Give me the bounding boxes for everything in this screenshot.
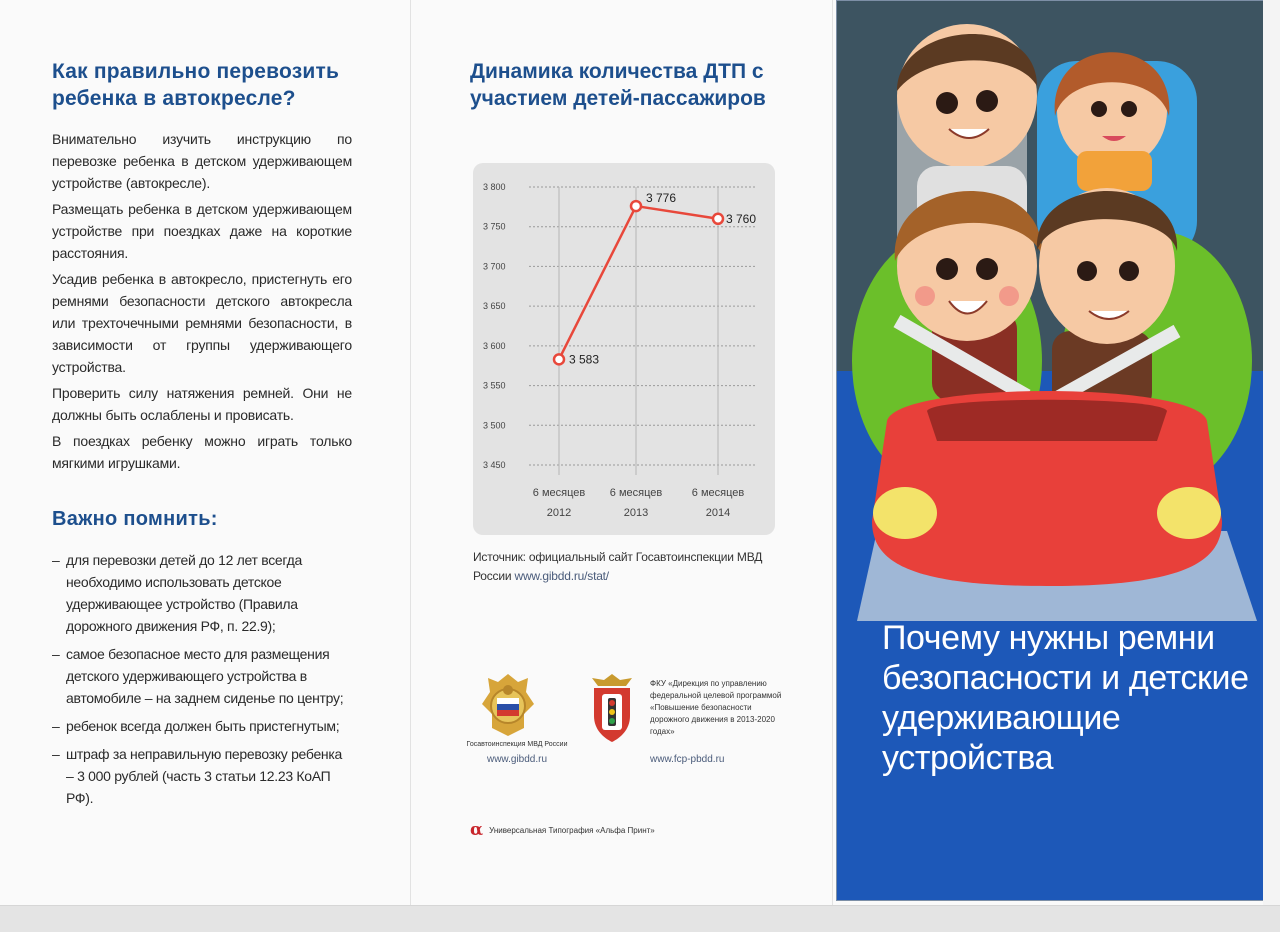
dash-bullet: – xyxy=(52,746,60,762)
source-text: Источник: официальный сайт Госавтоинспекции МВД России xyxy=(473,550,763,583)
y-tick-label: 3 800 xyxy=(483,182,506,192)
right-margin-strip xyxy=(1263,0,1280,905)
x-tick-year: 2012 xyxy=(546,507,572,519)
x-tick-label: 6 месяцев xyxy=(532,487,586,499)
list-item-text: для перевозки детей до 12 лет всегда необходимо использовать детское удерживающее устройство (Правила дорожного движения РФ, п. 22.9); xyxy=(66,552,302,634)
gibdd-caption: Госавтоинспекция МВД России xyxy=(466,741,568,748)
remember-heading: Важно помнить: xyxy=(52,508,218,530)
remember-list xyxy=(52,549,352,809)
data-point xyxy=(713,214,723,224)
y-tick-label: 3 700 xyxy=(483,261,506,272)
logos-block xyxy=(462,668,792,778)
dash-bullet: – xyxy=(52,718,60,734)
accidents-line-chart xyxy=(473,163,775,535)
dash-bullet: – xyxy=(52,646,60,662)
data-point xyxy=(554,354,564,364)
list-item xyxy=(52,643,352,709)
series-line xyxy=(559,206,718,359)
y-tick-label: 3 450 xyxy=(483,460,506,470)
y-tick-label: 3 650 xyxy=(483,301,506,312)
printer-name: Универсальная Типография «Альфа Принт» xyxy=(489,825,655,835)
fcp-description: ФКУ «Дирекция по управлению федеральной целевой программой «Повышение безопасности дорожного движения в 2013-2020 годах» xyxy=(650,679,782,736)
y-tick-label: 3 750 xyxy=(483,221,506,232)
left-panel xyxy=(52,58,352,815)
list-item xyxy=(52,743,352,809)
list-item xyxy=(52,715,352,737)
y-tick-label: 3 500 xyxy=(483,420,506,431)
fold-line-right xyxy=(832,0,833,905)
instruction-paragraph: Внимательно изучить инструкцию по перевозке ребенка в детском удерживающем устройстве (автокресле). xyxy=(52,131,352,191)
list-item xyxy=(52,549,352,637)
x-tick-label: 6 месяцев xyxy=(691,487,745,499)
dash-bullet: – xyxy=(52,552,60,568)
fcp-emblem-icon xyxy=(586,672,638,744)
instruction-paragraph: Размещать ребенка в детском удерживающем устройстве при поездках даже на короткие расстояния. xyxy=(52,201,352,261)
list-item-text: самое безопасное место для размещения детского удерживающего устройства в автомобиле – на заднем сиденье по центру; xyxy=(66,646,344,706)
x-tick-year: 2014 xyxy=(705,507,731,519)
fcp-link[interactable]: www.fcp-pbdd.ru xyxy=(650,754,725,765)
y-tick-label: 3 600 xyxy=(483,340,506,351)
cover-title: Почему нужны ремни безопасности и детские удерживающие устройства xyxy=(882,619,1249,777)
scan-bottom-edge xyxy=(0,905,1280,932)
instruction-paragraph: В поездках ребенку можно играть только мягкими игрушками. xyxy=(52,433,352,471)
data-label: 3 583 xyxy=(569,352,600,367)
chart-title: Динамика количества ДТП с участием детей-пассажиров xyxy=(470,60,766,110)
instruction-paragraph: Усадив ребенка в автокресло, пристегнуть его ремнями безопасности детского автокресла или трехточечными ремнями безопасности, в зависимости от группы удерживающего устройства. xyxy=(52,271,352,375)
how-to-transport-heading: Как правильно перевозить ребенка в автокресле? xyxy=(52,60,340,110)
source-link[interactable]: www.gibdd.ru/stat/ xyxy=(514,569,609,583)
source-note xyxy=(473,548,773,586)
instructions-block xyxy=(52,128,352,474)
data-point xyxy=(631,201,641,211)
gibdd-link[interactable]: www.gibdd.ru xyxy=(486,754,548,765)
y-tick-label: 3 550 xyxy=(483,380,506,391)
chart-panel xyxy=(473,163,775,535)
fold-line-left xyxy=(410,0,411,905)
instruction-paragraph: Проверить силу натяжения ремней. Они не должны быть ослаблены и провисать. xyxy=(52,385,352,423)
data-label: 3 776 xyxy=(646,191,677,206)
printer-imprint xyxy=(470,820,655,840)
x-tick-label: 6 месяцев xyxy=(609,487,663,499)
x-tick-year: 2013 xyxy=(623,507,649,519)
gibdd-emblem-icon xyxy=(478,670,538,740)
list-item-text: штраф за неправильную перевозку ребенка – 3 000 рублей (часть 3 статьи 12.23 КоАП РФ). xyxy=(66,746,342,806)
alpha-print-logo: α xyxy=(470,820,484,840)
list-item-text: ребенок всегда должен быть пристегнутым; xyxy=(66,718,340,734)
data-label: 3 760 xyxy=(726,211,757,226)
